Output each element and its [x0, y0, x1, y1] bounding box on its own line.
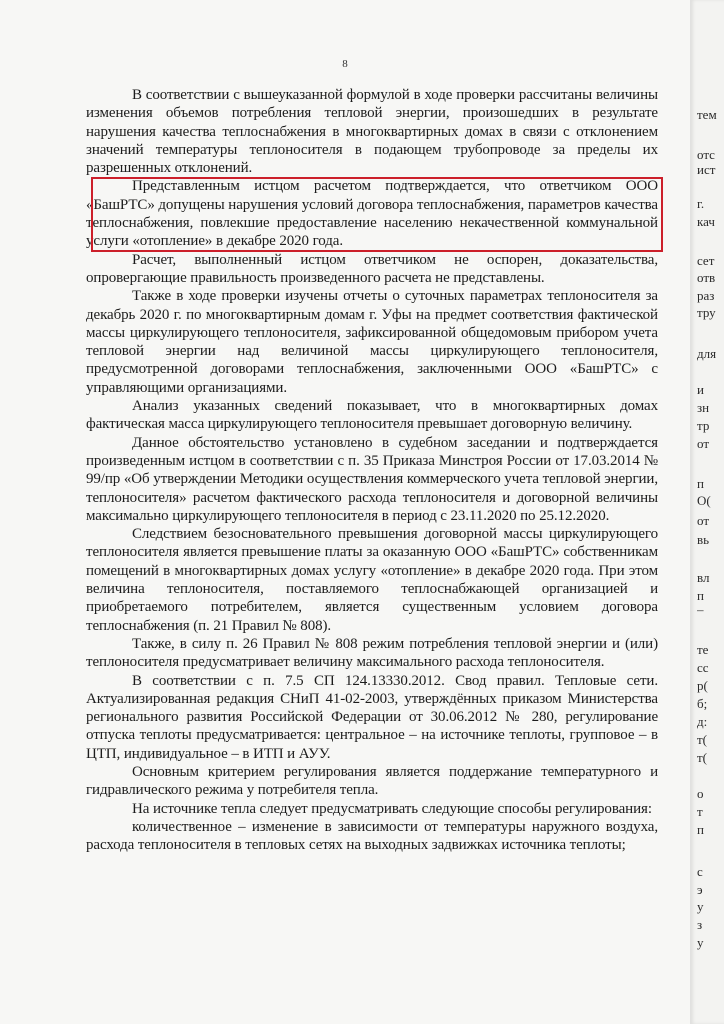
page-number: 8	[342, 58, 348, 70]
adjacent-text-fragment: О(	[697, 494, 711, 508]
adjacent-text-fragment: тру	[697, 306, 716, 320]
adjacent-text-fragment: вл	[697, 571, 710, 585]
adjacent-text-fragment: –	[697, 603, 704, 617]
adjacent-text-fragment: и	[697, 383, 704, 397]
adjacent-text-fragment: б;	[697, 697, 708, 711]
adjacent-text-fragment: р(	[697, 679, 708, 693]
paragraph: Следствием безосновательного превышения договорной массы циркулирующего теплоносителя является превышение платы за оказанную ООО «БашРТС» собственникам помещений в многоквартирных домах услугу «отопление» в декабре 2020 года. При этом величина теплоносителя, поставляемого теплоснабжающей организацией и приобретаемого потребителем, является существенным условием договора теплоснабжения (п. 21 Правил № 808).	[86, 526, 658, 634]
adjacent-text-fragment: вь	[697, 533, 710, 547]
adjacent-text-fragment: кач	[697, 215, 715, 229]
adjacent-text-fragment: з	[697, 918, 703, 932]
adjacent-text-fragment: у	[697, 936, 704, 950]
highlight-box	[91, 177, 663, 252]
adjacent-text-fragment: п	[697, 823, 704, 837]
paragraph: Данное обстоятельство установлено в судебном заседании и подтверждается произведенным истцом в соответствии с п. 35 Приказа Минстроя России от 17.03.2014 № 99/пр «Об утверждении Методики осуществления коммерческого учета тепловой энергии, теплоносителя» расчетом фактического расхода теплоносителя и договорной величины максимально циркулирующего теплоносителя в период с 23.11.2020 по 25.12.2020.	[86, 434, 658, 524]
adjacent-text-fragment: от	[697, 514, 710, 528]
adjacent-text-fragment: п	[697, 477, 704, 491]
paragraph: Также в ходе проверки изучены отчеты о суточных параметрах теплоносителя за декабрь 2020 г. по многоквартирным домам г. Уфы на предмет соответствия фактической массы циркулирующего теплоносителя, зафиксированной общедомовым прибором учета тепловой энергии над величиной массы циркулирующего теплоносителя, предусмотренной договорами теплоснабжения, заключенными ООО «БашРТС» с управляющими организациями.	[86, 288, 658, 396]
adjacent-text-fragment: отв	[697, 271, 716, 285]
paragraph: Анализ указанных сведений показывает, что в многоквартирных домах фактическая масса циркулирующего теплоносителя превышает договорную величину.	[86, 398, 658, 433]
paragraph: На источнике тепла следует предусматривать следующие способы регулирования:	[132, 800, 652, 817]
adjacent-text-fragment: тем	[697, 108, 717, 122]
adjacent-text-fragment: у	[697, 900, 704, 914]
adjacent-text-fragment: сс	[697, 661, 709, 675]
paragraph: Расчет, выполненный истцом ответчиком не оспорен, доказательства, опровергающие правильность произведенного расчета не представлены.	[86, 251, 658, 286]
adjacent-text-fragment: г.	[697, 197, 705, 211]
adjacent-text-fragment: тр	[697, 419, 710, 433]
adjacent-text-fragment: отс	[697, 148, 715, 162]
adjacent-text-fragment: от	[697, 437, 710, 451]
adjacent-text-fragment: для	[697, 347, 717, 361]
paragraph: Также, в силу п. 26 Правил № 808 режим потребления тепловой энергии и (или) теплоносителя предусматривает величину максимального расхода теплоносителя.	[86, 635, 658, 671]
adjacent-text-fragment: т	[697, 805, 703, 819]
paragraph: В соответствии с п. 7.5 СП 124.13330.2012. Свод правил. Тепловые сети. Актуализированная редакция СНиП 41-02-2003, утверждённых приказом Министерства регионального развития Российской Федерации от 30.06.2012 № 280, регулирование отпуска теплоты предусматривается: центральное – на источнике теплоты, групповое – в ЦТП, индивидуальное – в ИТП и АУУ.	[86, 672, 658, 762]
adjacent-text-fragment: п	[697, 589, 704, 603]
adjacent-text-fragment: д:	[697, 715, 708, 729]
adjacent-text-fragment: зн	[697, 401, 710, 415]
adjacent-text-fragment: раз	[697, 289, 715, 303]
adjacent-text-fragment: с	[697, 865, 703, 879]
adjacent-text-fragment: те	[697, 643, 709, 657]
paragraph: количественное – изменение в зависимости от температуры наружного воздуха, расхода теплоносителя в тепловых сетях на выходных задвижках источника теплоты;	[86, 818, 658, 854]
adjacent-text-fragment: т(	[697, 751, 708, 765]
adjacent-text-fragment: о	[697, 787, 704, 801]
paragraph: Основным критерием регулирования является поддержание температурного и гидравлического режима у потребителя тепла.	[86, 763, 658, 799]
adjacent-text-fragment: э	[697, 883, 703, 897]
adjacent-text-fragment: сет	[697, 254, 715, 268]
adjacent-text-fragment: т(	[697, 733, 708, 747]
paragraph: В соответствии с вышеуказанной формулой в ходе проверки рассчитаны величины изменения объемов потребления тепловой энергии, произошедших в результате нарушения качества теплоснабжения в многоквартирных домах в связи с отклонением значений температуры теплоносителя в подающем трубопроводе за пределы их разрешенных отклонений.	[86, 87, 658, 177]
adjacent-text-fragment: ист	[697, 163, 716, 177]
highlighted-paragraph: Представленным истцом расчетом подтверждается, что ответчиком ООО «БашРТС» допущены нарушения условий договора теплоснабжения, параметров качества теплоснабжения, повлекшие предоставление населению некачественной коммунальной услуги «отопление» в декабре 2020 года.	[86, 178, 658, 250]
